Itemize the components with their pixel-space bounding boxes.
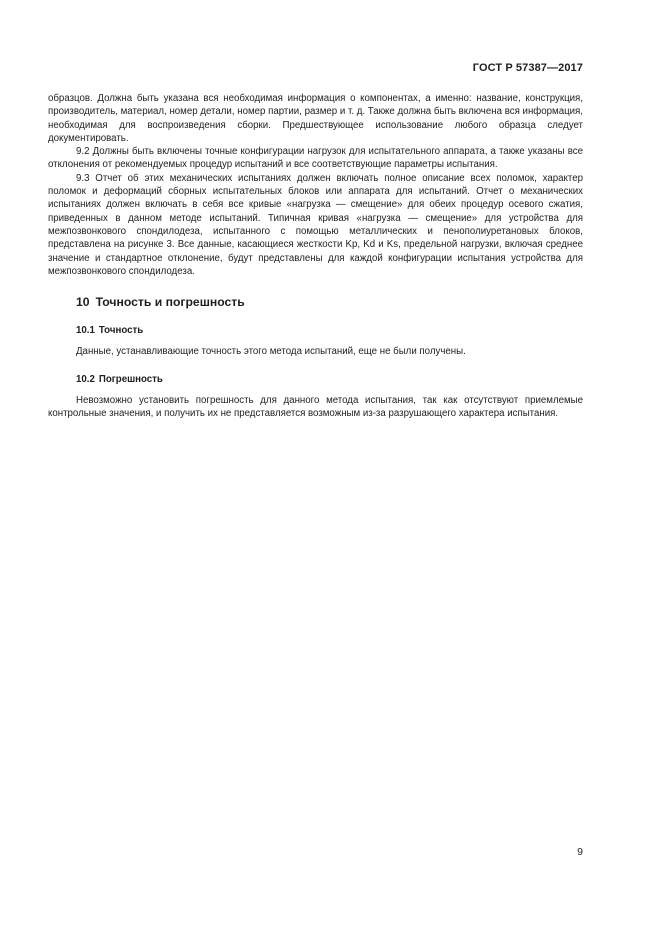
document-standard-header: ГОСТ Р 57387—2017 — [472, 62, 583, 74]
subsection-10-1-number: 10.1 — [76, 325, 95, 337]
subsection-10-2-heading — [76, 373, 583, 386]
document-body — [48, 92, 583, 421]
section-10-title: Точность и погрешность — [95, 295, 245, 310]
paragraph-9-2: 9.2 Должны быть включены точные конфигурации нагрузок для испытательного аппарата, а также указаны все отклонения от рекомендуемых процедур испытаний и все соответствующие параметры испытания. — [48, 146, 583, 171]
paragraph-9-1-continuation: образцов. Должна быть указана вся необходимая информация о компонентах, а именно: название, конструкция, производитель, материал, номер детали, номер партии, размер и т. д. Также должна быть включена вся информация, необходимая для воспроизведения сборки. Предшествующее использование любого образца следует документировать. — [48, 93, 583, 144]
subsection-10-2-number: 10.2 — [76, 373, 95, 385]
subsection-10-1-text: Данные, устанавливающие точность этого метода испытаний, еще не были получены. — [76, 346, 466, 358]
section-10-number: 10 — [76, 295, 90, 310]
subsection-10-1-heading — [76, 324, 583, 337]
subsection-10-2-title: Погрешность — [98, 373, 163, 385]
subsection-10-1-title: Точность — [98, 325, 144, 337]
paragraph-9-3: 9.3 Отчет об этих механических испытаниях должен включать полное описание всех поломок, характер поломок и деформаций сборных испытательных блоков или аппарата для испытаний. Отчет о механических испытаниях должен включать в себя все кривые «нагрузка — смещение» для обеих процедур осевого сжатия, приведенных в данном методе испытаний. Типичная кривая «нагрузка — смещение» для устройства для межпозвонкового спондилодеза, испытанного с помощью металлических и пенополиуретановых блоков, представлена на рисунке 3. Все данные, касающиеся жесткости Kp, Kd и Ks, предельной нагрузки, включая среднее значение и стандартное отклонение, будут представлены для каждой конфигурации испытания устройства для межпозвонкового спондилодеза. — [48, 172, 583, 277]
subsection-10-2-text: Невозможно установить погрешность для данного метода испытания, так как отсутствуют приемлемые контрольные значения, и получить их не представляется возможным из-за разрушающего характера испытания. — [48, 395, 583, 420]
page-number: 9 — [577, 846, 583, 858]
section-10-heading — [76, 294, 583, 310]
